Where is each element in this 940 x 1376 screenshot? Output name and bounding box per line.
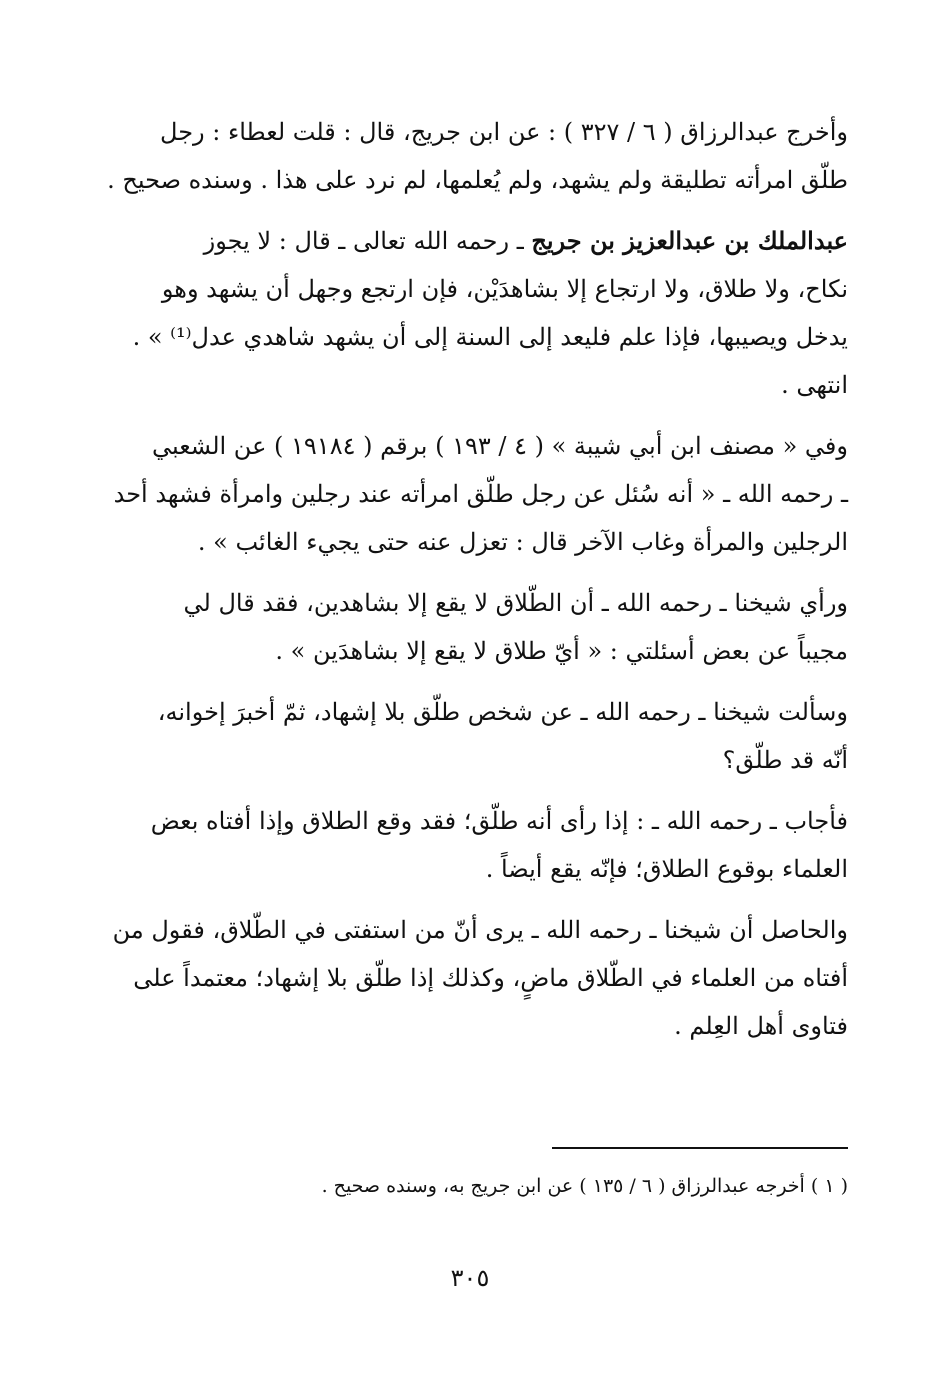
paragraph-4-line-2: مجيباً عن بعض أسئلتي : « أيّ طلاق لا يقع إلا بشاهدَين » . xyxy=(275,637,848,665)
paragraph-1 xyxy=(92,108,848,204)
main-text xyxy=(92,108,848,1063)
paragraph-5-line-2: أنّه قد طلّق؟ xyxy=(722,746,848,774)
paragraph-2-line-2: يدخل ويصيبها، فإذا علم فليعد إلى السنة إلى أن يشهد شاهدي عدل⁽¹⁾ » . xyxy=(132,323,848,351)
footnote-separator xyxy=(552,1147,848,1149)
paragraph-6 xyxy=(92,797,848,893)
paragraph-3-line-2: ـ رحمه الله ـ « أنه سُئل عن رجل طلّق امرأته عند رجلين وامرأة فشهد أحد xyxy=(113,480,848,508)
paragraph-3 xyxy=(92,422,848,566)
footnote: ( ١ ) أخرجه عبدالرزاق ( ٦ / ١٣٥ ) عن ابن جريج به، وسنده صحيح . xyxy=(321,1175,848,1197)
paragraph-7-line-2: أفتاه من العلماء في الطّلاق ماضٍ، وكذلك إذا طلّق بلا إشهاد؛ معتمداً على xyxy=(133,964,848,992)
paragraph-1-line-1: وأخرج عبدالرزاق ( ٦ / ٣٢٧ ) : عن ابن جريج، قال : قلت لعطاء : رجل xyxy=(160,118,848,146)
paragraph-6-line-1: فأجاب ـ رحمه الله ـ : إذا رأى أنه طلّق؛ فقد وقع الطلاق وإذا أفتاه بعض xyxy=(150,807,848,835)
paragraph-2 xyxy=(92,217,848,409)
paragraph-5 xyxy=(92,688,848,784)
paragraph-6-line-2: العلماء بوقوع الطلاق؛ فإنّه يقع أيضاً . xyxy=(485,855,848,883)
page-number: ٣٠٥ xyxy=(450,1264,490,1292)
paragraph-2-bold-lead: عبدالملك بن عبدالعزيز بن جريج xyxy=(531,226,848,255)
paragraph-1-line-2: طلّق امرأته تطليقة ولم يشهد، ولم يُعلمها، لم نرد على هذا . وسنده صحيح . xyxy=(107,166,848,194)
paragraph-2-lead-rest: ـ رحمه الله تعالى ـ قال : لا يجوز xyxy=(203,227,532,255)
paragraph-2-line-1: نكاح، ولا طلاق، ولا ارتجاع إلا بشاهدَيْن، فإن ارتجع وجهل أن يشهد وهو xyxy=(161,275,848,303)
paragraph-7-line-1: والحاصل أن شيخنا ـ رحمه الله ـ يرى أنّ من استفتى في الطّلاق، فقول من xyxy=(112,916,848,944)
paragraph-3-line-3: الرجلين والمرأة وغاب الآخر قال : تعزل عنه حتى يجيء الغائب » . xyxy=(197,528,848,556)
paragraph-4 xyxy=(92,579,848,675)
paragraph-3-line-1: وفي « مصنف ابن أبي شيبة » ( ٤ / ١٩٣ ) برقم ( ١٩١٨٤ ) عن الشعبي xyxy=(151,432,848,460)
paragraph-7 xyxy=(92,906,848,1050)
paragraph-5-line-1: وسألت شيخنا ـ رحمه الله ـ عن شخص طلّق بلا إشهاد، ثمّ أخبرَ إخوانه، xyxy=(157,698,848,726)
paragraph-2-line-3: انتهى . xyxy=(781,371,848,399)
paragraph-7-line-3: فتاوى أهل العِلم . xyxy=(674,1012,848,1040)
paragraph-4-line-1: ورأي شيخنا ـ رحمه الله ـ أن الطّلاق لا يقع إلا بشاهدين، فقد قال لي xyxy=(183,589,848,617)
